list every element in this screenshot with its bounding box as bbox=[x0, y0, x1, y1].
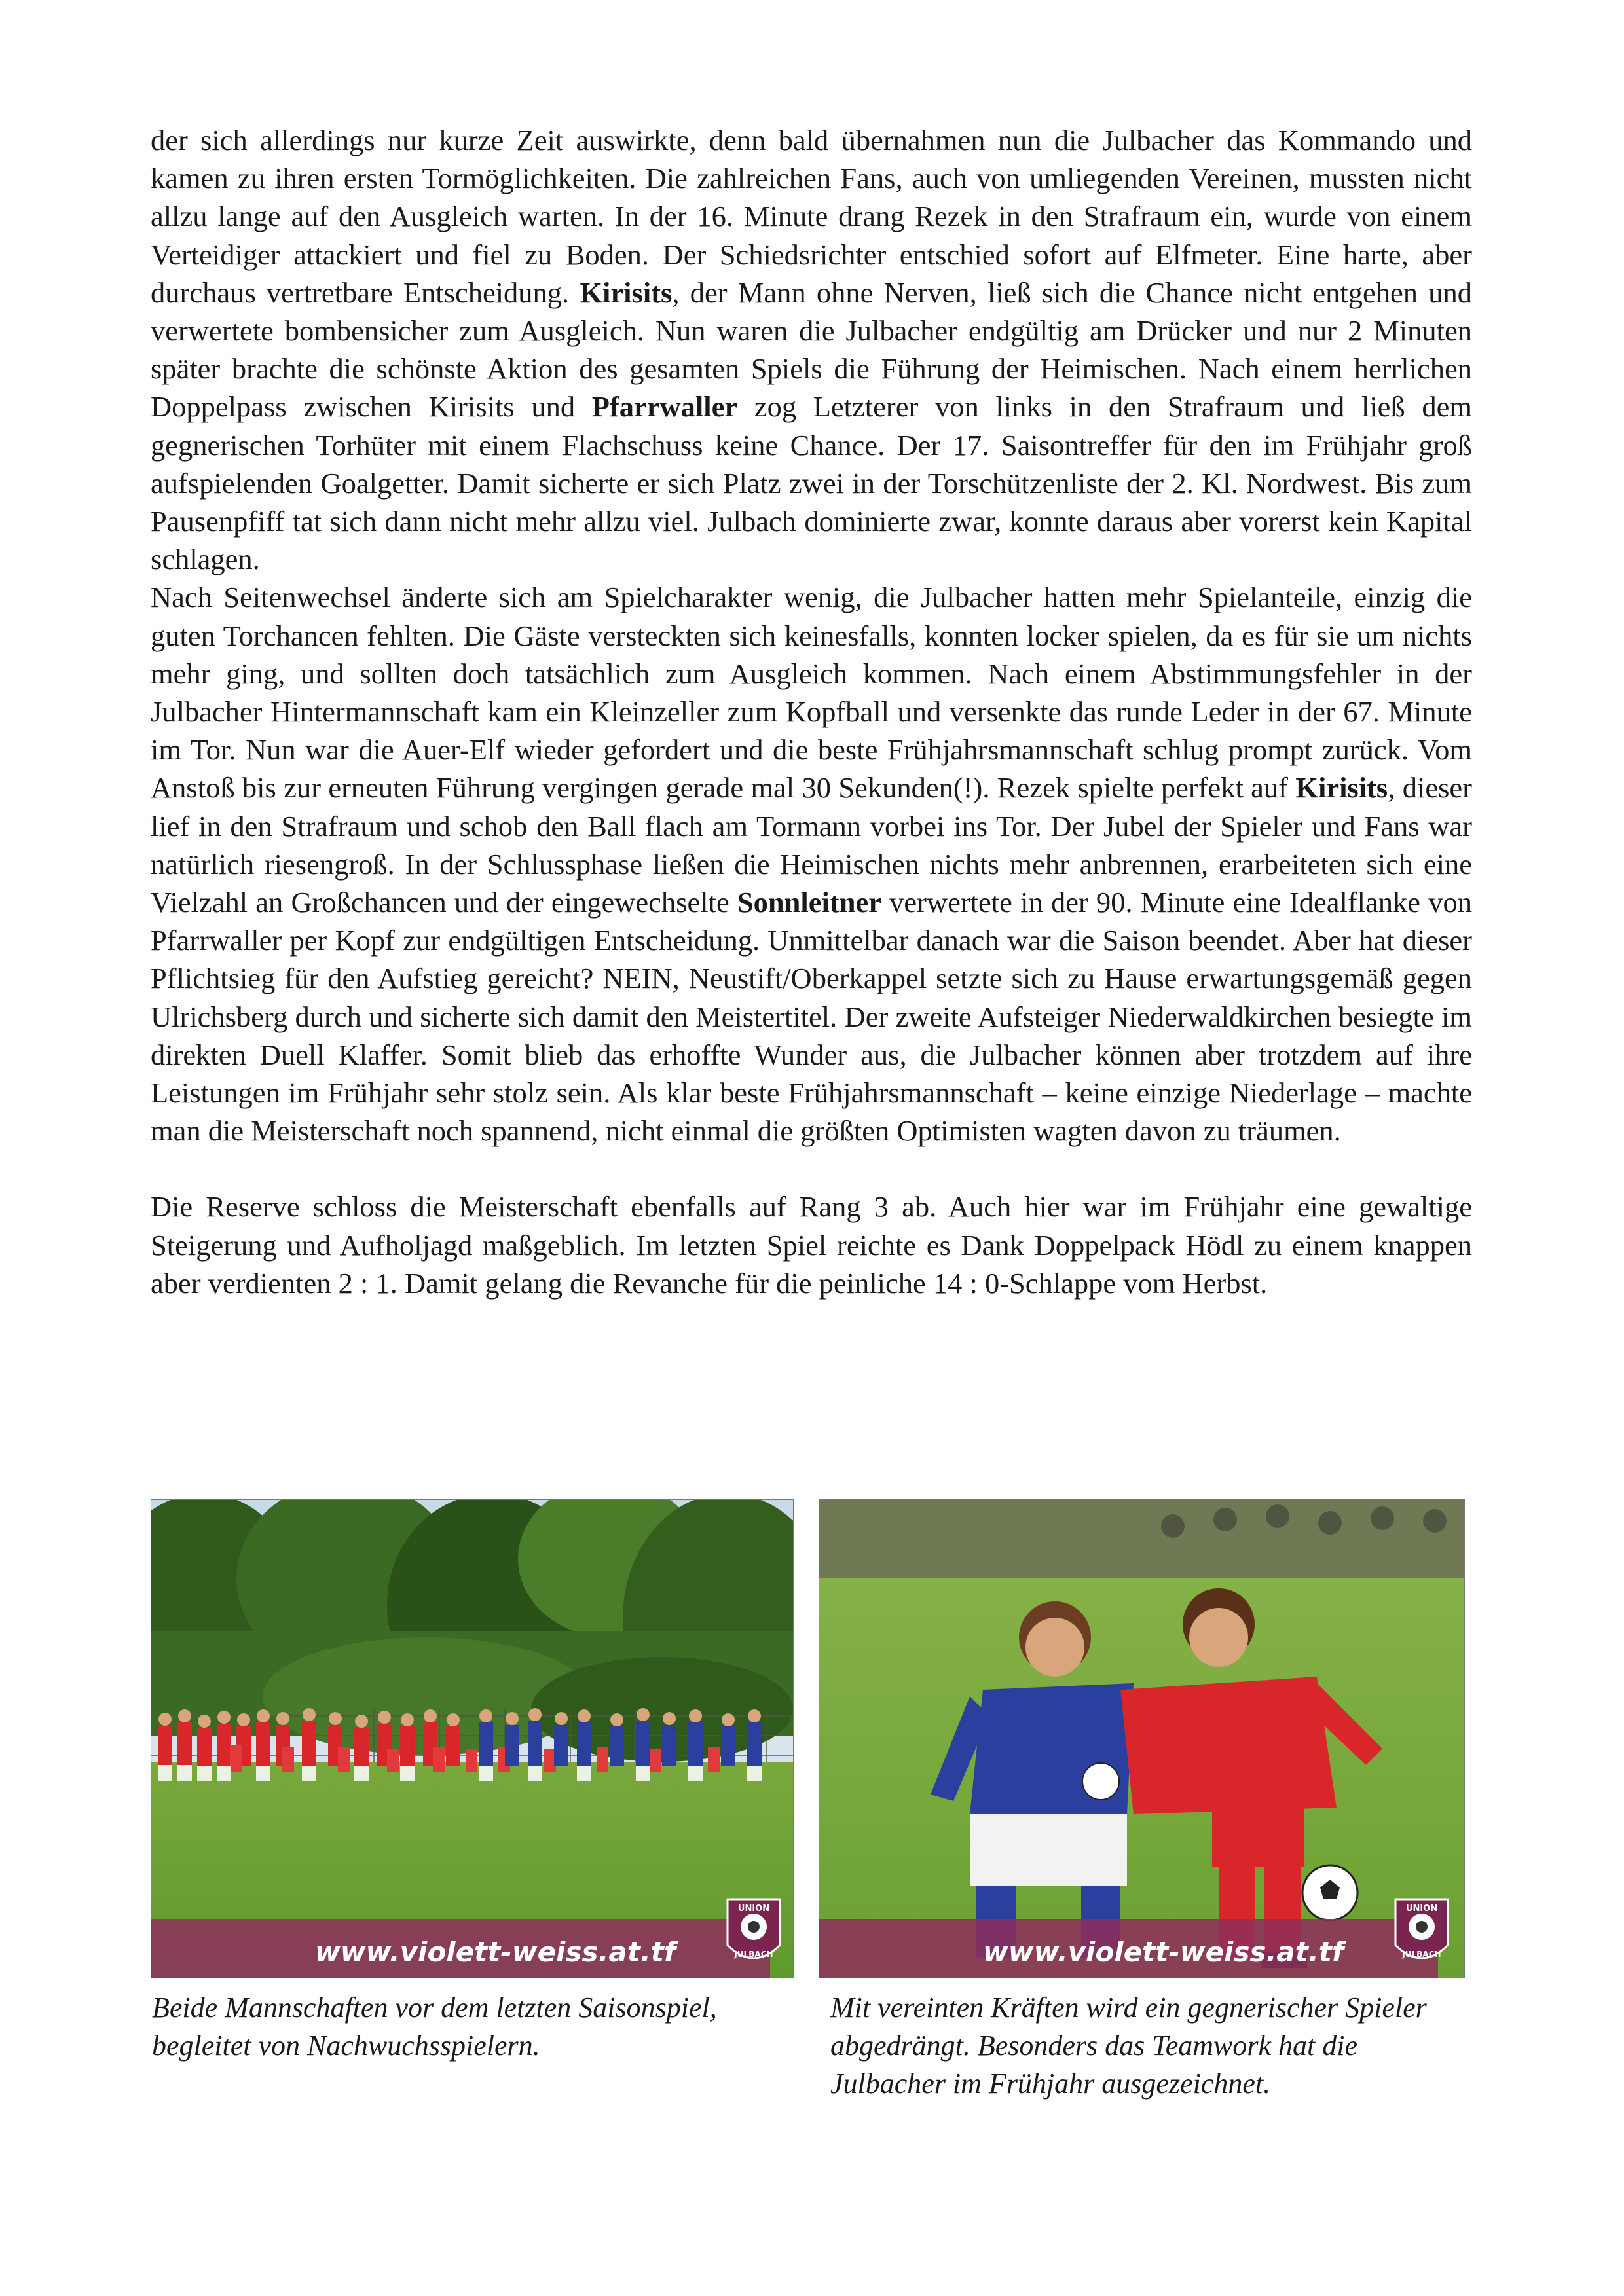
watermark-url: www.violett-weiss.at.tf bbox=[983, 1936, 1344, 1968]
watermark-url: www.violett-weiss.at.tf bbox=[315, 1936, 676, 1968]
player-name-kirisits: Kirisits bbox=[580, 276, 673, 309]
team-lineup-photo bbox=[151, 1499, 794, 1978]
player-name-pfarrwaller: Pfarrwaller bbox=[591, 390, 738, 424]
watermark-banner bbox=[151, 1919, 770, 1978]
logo-bottom-text: JULBACH bbox=[734, 1950, 773, 1959]
paragraph-first-half: der sich allerdings nur kurze Zeit auswirkte, denn bald übernahmen nun die Julbacher das Kommando und kamen zu ihren ersten Tormöglichkeiten. Die zahlreichen Fans, auch von umliegenden Vereinen, mussten nicht allzu lange auf den Ausgleich warten. In der 16. Minute drang Rezek in den Strafraum ein, wurde von einem Verteidiger attackiert und fiel zu Boden. Der Schiedsrichter entschied sofort auf Elfmeter. Eine harte, aber durchaus vertretbare Entscheidung. Kirisits, der Mann ohne Nerven, ließ sich die Chance nicht entgehen und verwertete bombensicher zum Ausgleich. Nun waren die Julbacher endgültig am Drücker und nur 2 Minuten später brachte die schönste Aktion des gesamten Spiels die Führung der Heimischen. Nach einem herrlichen Doppelpass zwischen Kirisits und Pfarrwaller zog Letzterer von links in den Strafraum und ließ dem gegnerischen Torhüter mit einem Flachschuss keine Chance. Der 17. Saisontreffer für den im Frühjahr groß aufspielenden Goalgetter. Damit sicherte er sich Platz zwei in der Torschützenliste der 2. Kl. Nordwest. Bis zum Pausenpfiff tat sich dann nicht mehr allzu viel. Julbach dominierte zwar, konnte daraus aber vorerst kein Kapital schlagen. bbox=[151, 124, 1473, 576]
watermark-banner bbox=[819, 1919, 1438, 1978]
logo-top-text: UNION bbox=[1405, 1904, 1438, 1914]
club-logo bbox=[1395, 1899, 1448, 1959]
logo-top-text: UNION bbox=[737, 1904, 770, 1914]
team-lineup-illustration bbox=[151, 1500, 793, 1978]
photo-caption-action: Mit vereinten Kräften wird ein gegnerischer Spieler abgedrängt. Besonders das Teamwork hat die Julbacher im Frühjahr ausgezeichnet. bbox=[830, 1992, 1427, 2100]
club-logo bbox=[728, 1899, 780, 1959]
player-name-kirisits-2: Kirisits bbox=[1295, 771, 1388, 805]
article-body bbox=[151, 121, 1472, 1302]
logo-bottom-text: JULBACH bbox=[1402, 1950, 1441, 1959]
paragraph-second-half: Nach Seitenwechsel änderte sich am Spielcharakter wenig, die Julbacher hatten mehr Spielanteile, einzig die guten Torchancen fehlten. Die Gäste versteckten sich keinesfalls, konnten locker spielen, da es für sie um nichts mehr ging, und sollten doch tatsächlich zum Ausgleich kommen. Nach einem Abstimmungsfehler in der Julbacher Hintermannschaft kam ein Kleinzeller zum Kopfball und versenkte das runde Leder in der 67. Minute im Tor. Nun war die Auer-Elf wieder gefordert und die beste Frühjahrsmannschaft schlug prompt zurück. Vom Anstoß bis zur erneuten Führung vergingen gerade mal 30 Sekunden(!). Rezek spielte perfekt auf Kirisits, dieser lief in den Strafraum und schob den Ball flach am Tormann vorbei ins Tor. Der Jubel der Spieler und Fans war natürlich riesengroß. In der Schlussphase ließen die Heimischen nichts mehr anbrennen, erarbeiteten sich eine Vielzahl an Großchancen und der eingewechselte Sonnleitner verwertete in der 90. Minute eine Idealflanke von Pfarrwaller per Kopf zur endgültigen Entscheidung. Unmittelbar danach war die Saison beendet. Aber hat dieser Pflichtsieg für den Aufstieg gereicht? NEIN, Neustift/Oberkappel setzte sich zu Hause erwartungsgemäß gegen Ulrichsberg durch und sicherte sich damit den Meistertitel. Der zweite Aufsteiger Niederwaldkirchen besiegte im direkten Duell Klaffer. Somit blieb das erhoffte Wunder aus, die Julbacher können aber trotzdem auf ihre Leistungen im Frühjahr sehr stolz sein. Als klar beste Frühjahrsmannschaft – keine einzige Niederlage – machte man die Meisterschaft noch spannend, nicht einmal die größten Optimisten wagten davon zu träumen. bbox=[151, 581, 1472, 1148]
paragraph-reserve: Die Reserve schloss die Meisterschaft ebenfalls auf Rang 3 ab. Auch hier war im Frühjahr eine gewaltige Steigerung und Aufholjagd maßgeblich. Im letzten Spiel reichte es Dank Doppelpack Hödl zu einem knappen aber verdienten 2 : 1. Damit gelang die Revanche für die peinliche 14 : 0-Schlappe vom Herbst. bbox=[151, 1190, 1472, 1300]
match-action-illustration bbox=[819, 1500, 1464, 1978]
photo-caption-lineup: Beide Mannschaften vor dem letzten Saisonspiel, begleitet von Nachwuchsspielern. bbox=[152, 1992, 717, 2062]
crowd-background bbox=[819, 1500, 1464, 1578]
match-action-photo bbox=[819, 1499, 1465, 1978]
player-name-sonnleitner: Sonnleitner bbox=[737, 886, 881, 919]
